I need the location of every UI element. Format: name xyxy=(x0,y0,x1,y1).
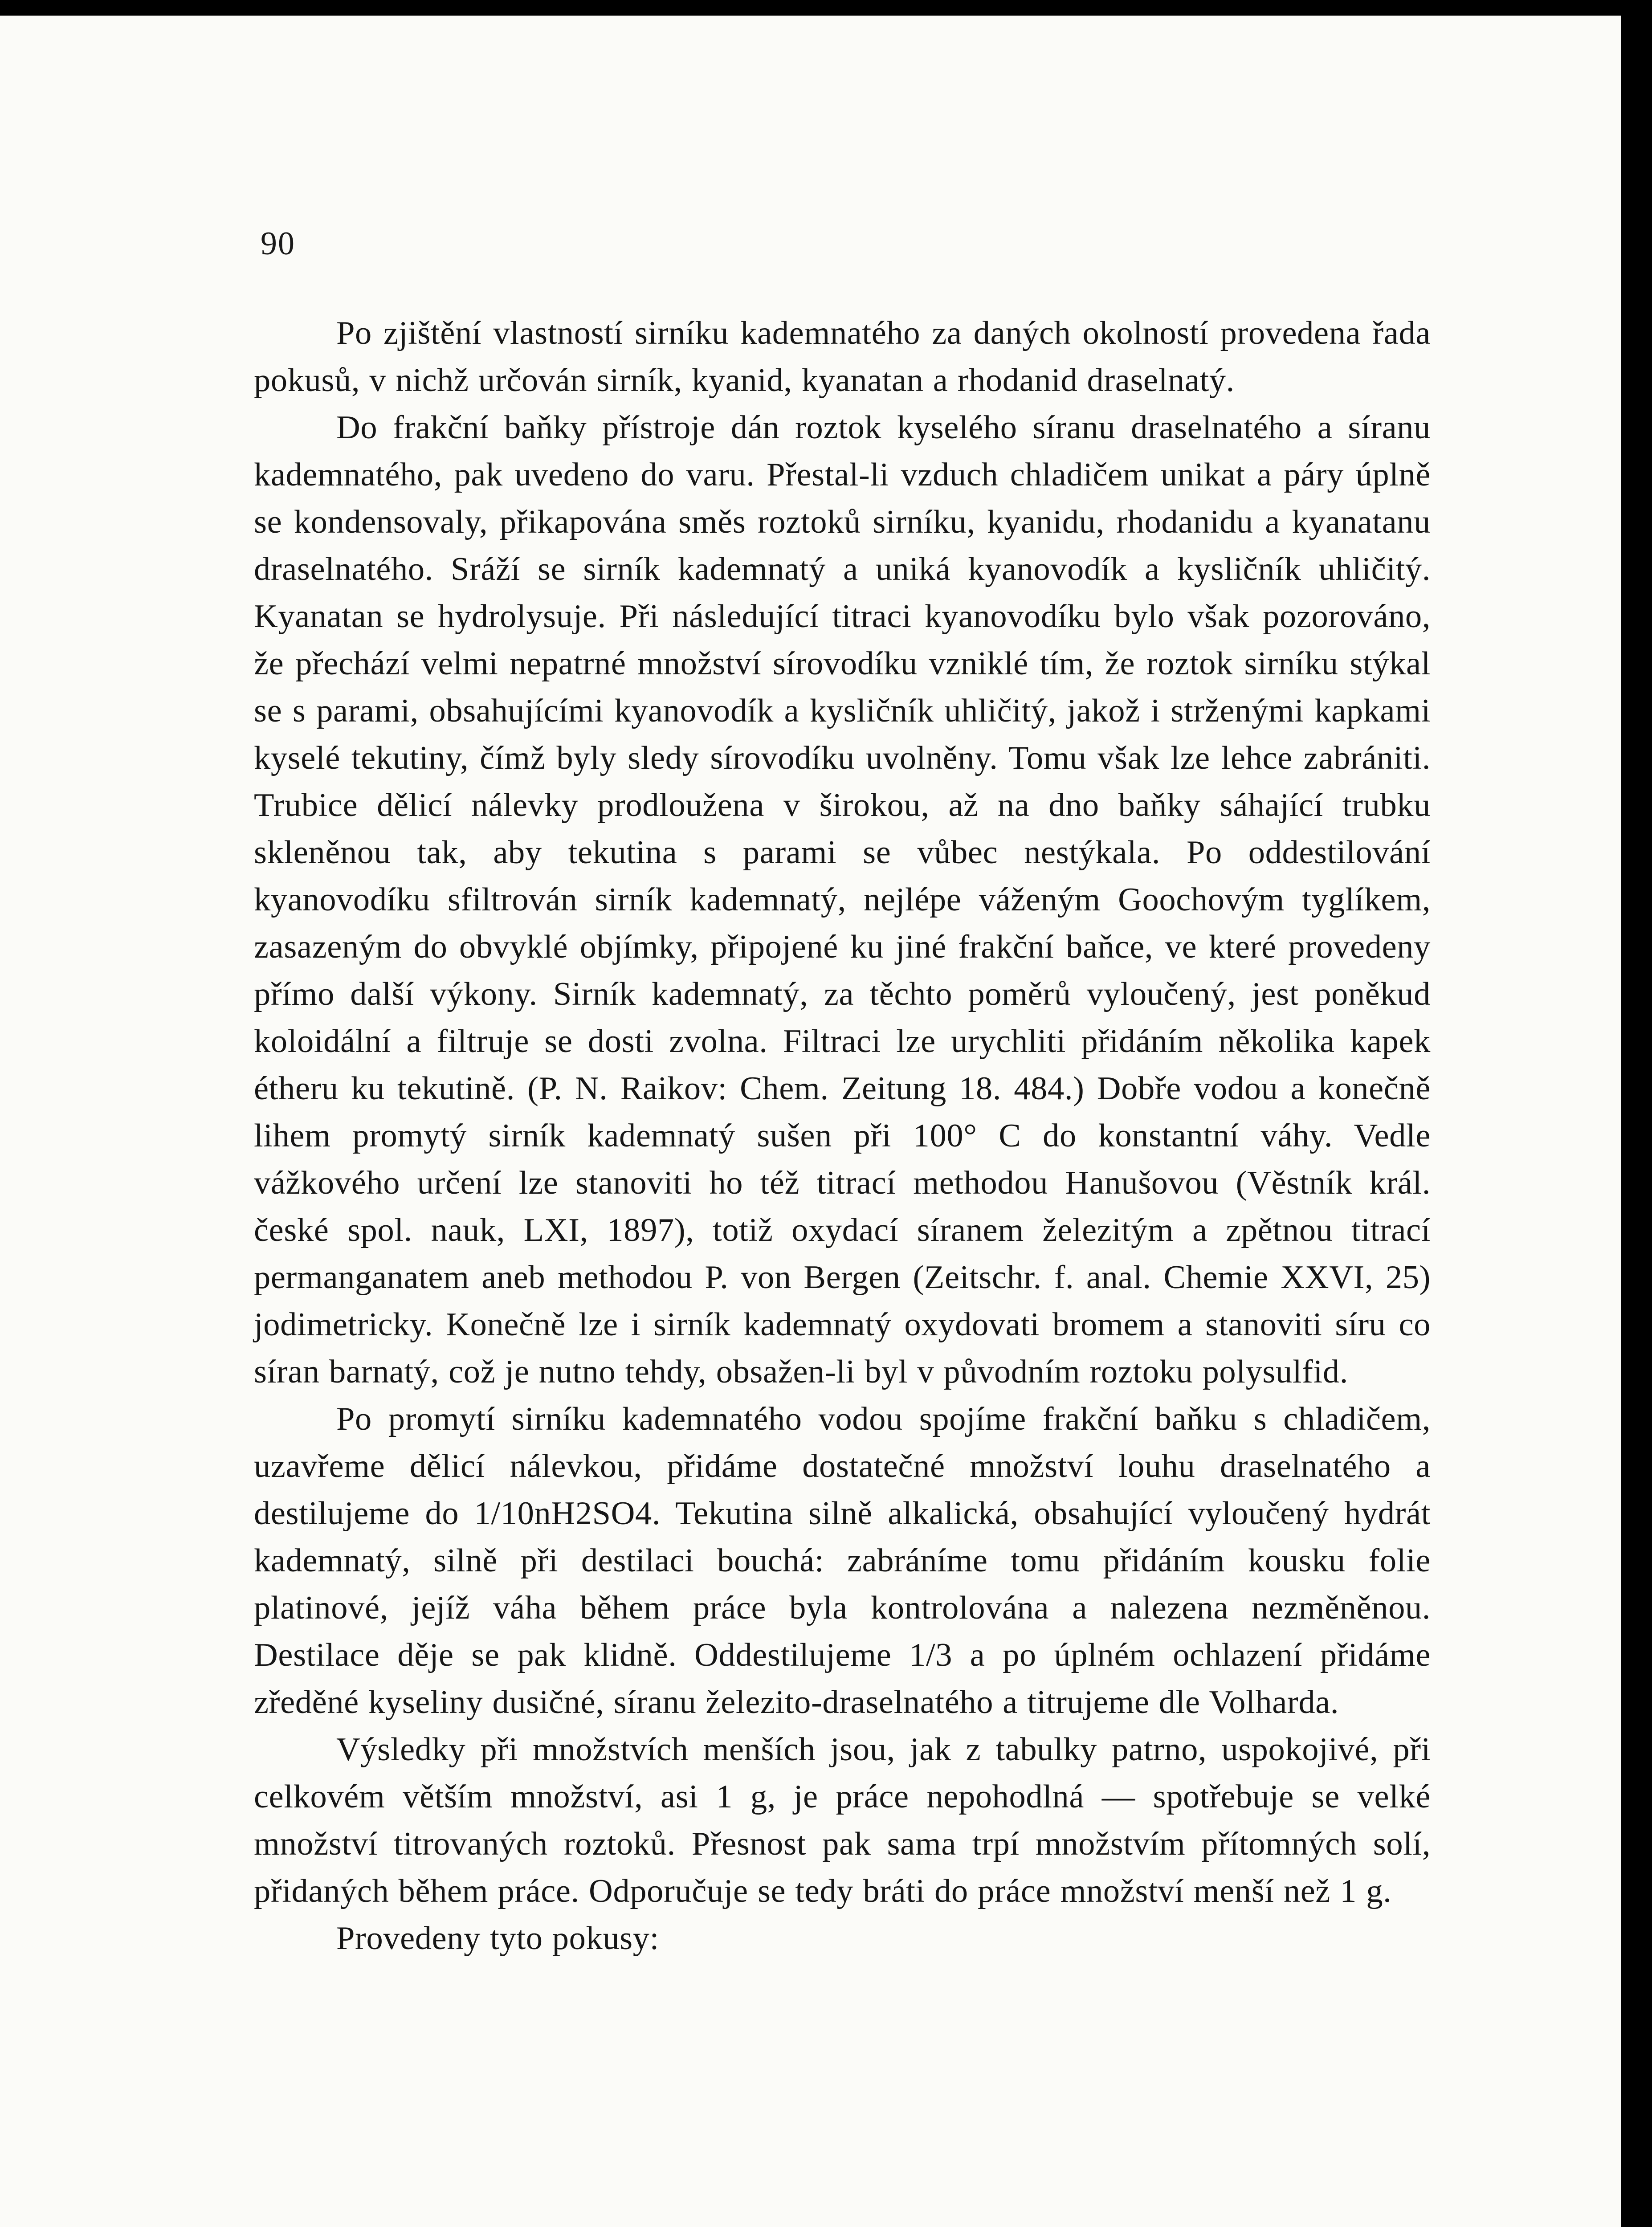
paragraph-results: Výsledky při množstvích menších jsou, jak z tabulky patrno, uspokojivé, při celkovém větším množství, asi 1 g, je práce nepohodlná — spotřebuje se velké množství titrovaných roztoků. Přesnost pak sama trpí množstvím přítomných solí, přidaných během práce. Odporučuje se tedy bráti do práce množství menší než 1 g. xyxy=(254,1731,1431,1909)
scanned-page xyxy=(0,16,1621,2227)
paragraph-experiments-intro: Provedeny tyto pokusy: xyxy=(336,1920,659,1957)
page-number: 90 xyxy=(261,225,295,262)
paragraph-intro: Po zjištění vlastností sirníku kademnatého za daných okolností provedena řada pokusů, v nichž určován sirník, kyanid, kyanatan a rhodanid draselnatý. xyxy=(254,315,1431,399)
paragraph-procedure: Do frakční baňky přístroje dán roztok kyselého síranu draselnatého a síranu kademnatého, pak uvedeno do varu. Přestal-li vzduch chladičem unikat a páry úplně se kondensovaly, přikapována směs roztoků sirníku, kyanidu, rhodanidu a kyanatanu draselnatého. Sráží se sirník kademnatý a uniká kyanovodík a kysličník uhličitý. Kyanatan se hydrolysuje. Při následující titraci kyanovodíku bylo však pozorováno, že přechází velmi nepatrné množství sírovodíku vzniklé tím, že roztok sirníku stýkal se s parami, obsahujícími kyanovodík a kysličník uhličitý, jakož i strženými kapkami kyselé tekutiny, čímž byly sledy sírovodíku uvolněny. Tomu však lze lehce zabrániti. Trubice dělicí nálevky prodloužena v širokou, až na dno baňky sáhající trubku skleněnou tak, aby tekutina s parami se vůbec nestýkala. Po oddestilování kyanovodíku sfiltrován sirník kademnatý, nejlépe váženým Goochovým tyglíkem, zasazeným do obvyklé objímky, připojené ku jiné frakční baňce, ve které provedeny přímo další výkony. Sirník kademnatý, za těchto poměrů vyloučený, jest poněkud koloidální a filtruje se dosti zvolna. Filtraci lze urychliti přidáním několika kapek étheru ku tekutině. (P. N. Raikov: Chem. Zeitung 18. 484.) Dobře vodou a konečně lihem promytý sirník kademnatý sušen při 100° C do konstantní váhy. Vedle vážkového určení lze stanoviti ho též titrací methodou Hanušovou (Věstník král. české spol. nauk, LXI, 1897), totiž oxydací síranem železitým a zpětnou titrací permanganatem aneb methodou P. von Bergen (Zeitschr. f. anal. Chemie XXVI, 25) jodimetricky. Konečně lze i sirník kademnatý oxydovati bromem a stanoviti síru co síran barnatý, což je nutno tehdy, obsažen-li byl v původním roztoku polysulfid. xyxy=(254,409,1431,1390)
paragraph-distillation: Po promytí sirníku kademnatého vodou spojíme frakční baňku s chladičem, uzavřeme dělicí nálevkou, přidáme dostatečné množství louhu draselnatého a destilujeme do 1/10nH2SO4. Tekutina silně alkalická, obsahující vyloučený hydrát kademnatý, silně při destilaci bouchá: zabráníme tomu přidáním kousku folie platinové, jejíž váha během práce byla kontrolována a nalezena nezměněnou. Destilace děje se pak klidně. Oddestilujeme 1/3 a po úplném ochlazení přidáme zředěné kyseliny dusičné, síranu železito-draselnatého a titrujeme dle Volharda. xyxy=(254,1401,1431,1721)
body-text xyxy=(254,310,1431,1962)
